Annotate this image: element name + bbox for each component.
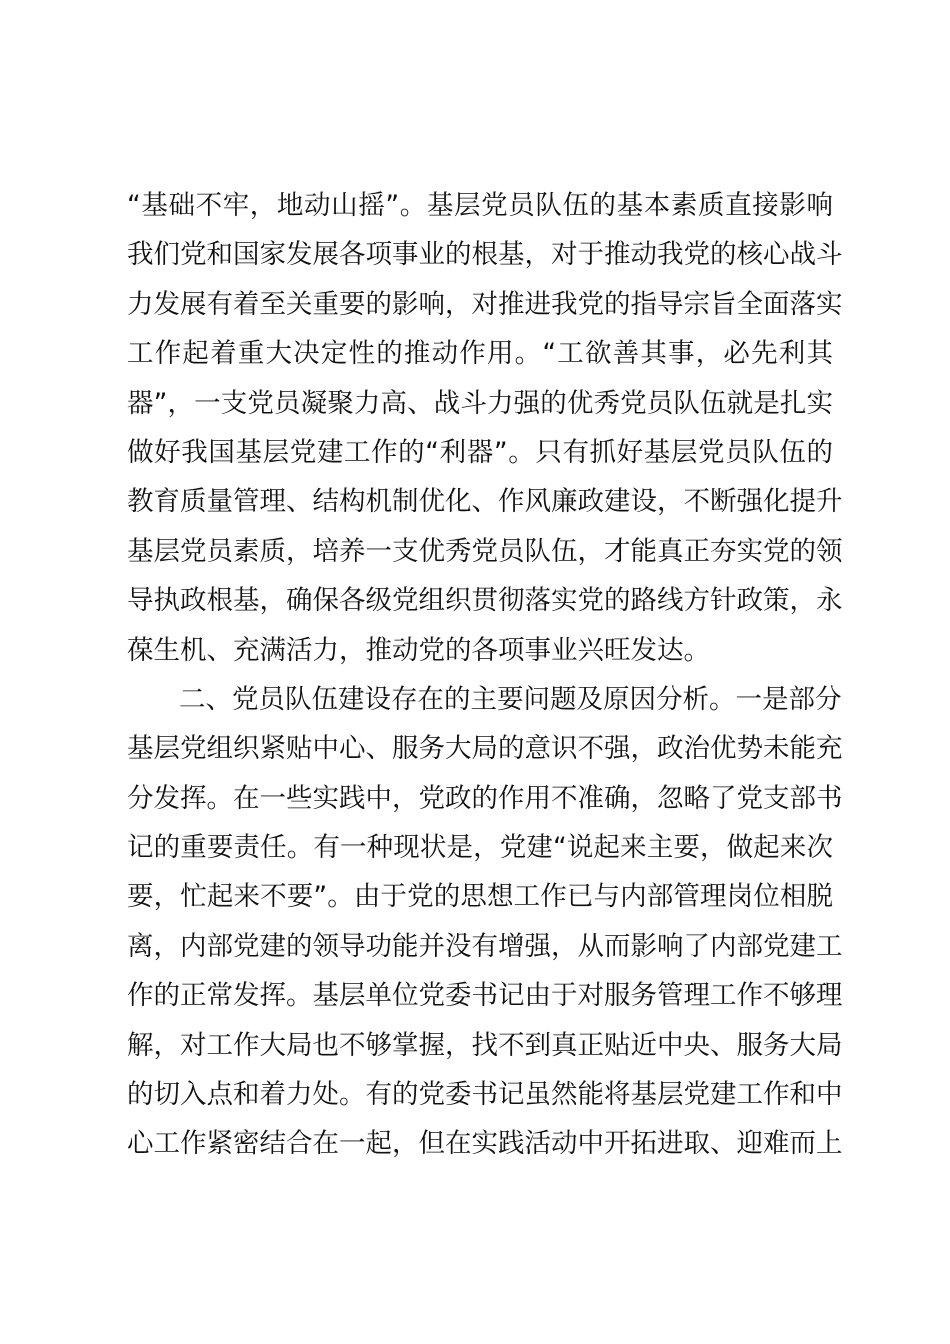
text-line: 力发展有着至关重要的影响，对推进我党的指导宗旨全面落实 [127,288,843,320]
text-line: 解，对工作大局也不够掌握，找不到真正贴近中央、服务大局 [127,1029,843,1061]
text-line: 离，内部党建的领导功能并没有增强，从而影响了内部党建工 [127,930,843,962]
text-line: 教育质量管理、结构机制优化、作风廉政建设，不断强化提升 [127,486,843,518]
text-line: 记的重要责任。有一种现状是，党建“说起来主要，做起来次 [127,832,833,864]
text-line: 心工作紧密结合在一起，但在实践活动中开拓进取、迎难而上 [127,1128,843,1160]
text-line: 导执政根基，确保各级党组织贯彻落实党的路线方针政策，永 [127,585,843,617]
text-line: 要，忙起来不要”。由于党的思想工作已与内部管理岗位相脱 [127,881,833,913]
text-line: 器”，一支党员凝聚力高、战斗力强的优秀党员队伍就是扎实 [127,387,833,419]
text-line: 基层党组织紧贴中心、服务大局的意识不强，政治优势未能充 [127,733,843,765]
text-line: 作的正常发挥。基层单位党委书记由于对服务管理工作不够理 [127,980,843,1012]
text-line: 基层党员素质，培养一支优秀党员队伍，才能真正夯实党的领 [127,535,843,567]
body-text [127,181,843,1169]
text-line: 的切入点和着力处。有的党委书记虽然能将基层党建工作和中 [127,1079,843,1111]
text-line: 工作起着重大决定性的推动作用。“工欲善其事，必先利其 [127,338,833,370]
text-line: 葆生机、充满活力，推动党的各项事业兴旺发达。 [127,634,710,666]
text-line: 分发挥。在一些实践中，党政的作用不准确，忽略了党支部书 [127,782,843,814]
text-line: 二、党员队伍建设存在的主要问题及原因分析。一是部分 [179,683,842,715]
text-line: “基础不牢，地动山摇”。基层党员队伍的基本素质直接影响 [127,190,833,221]
text-line: 做好我国基层党建工作的“利器”。只有抓好基层党员队伍的 [127,436,833,468]
text-line: 我们党和国家发展各项事业的根基，对于推动我党的核心战斗 [127,239,843,271]
